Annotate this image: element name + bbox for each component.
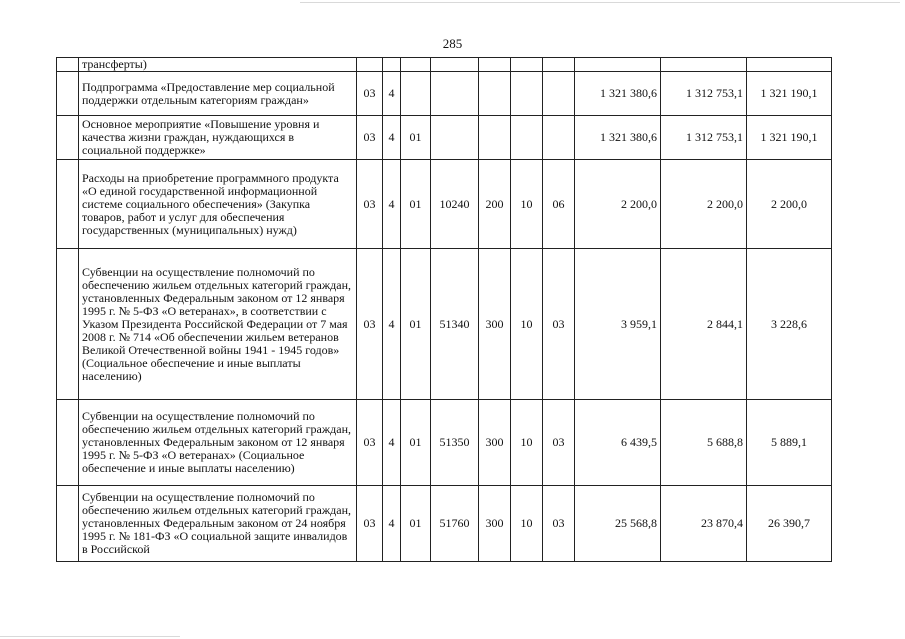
row-name: Расходы на приобретение программного продукта «О единой государственной информационной системе социального обеспечения» (Закупка товаров, работ и услуг для обеспечения государственных (муниципальных) нужд) — [79, 160, 357, 249]
code-om: 01 — [401, 400, 431, 486]
table-row — [57, 486, 832, 562]
code-direction — [431, 72, 479, 116]
row-marker-cell — [57, 486, 79, 562]
row-marker-cell — [57, 58, 79, 72]
value-year-2: 23 870,4 — [661, 486, 747, 562]
row-name: Субвенции на осуществление полномочий по обеспечению жильем отдельных категорий граждан, установленных Федеральным законом от 12 января 1995 г. № 5-ФЗ «О ветеранах» (Социальное обеспечение и иные выплаты населению) — [79, 400, 357, 486]
table-row — [57, 72, 832, 116]
table-row — [57, 160, 832, 249]
value-year-3: 1 321 190,1 — [747, 72, 832, 116]
code-direction: 10240 — [431, 160, 479, 249]
budget-table — [56, 57, 832, 562]
code-vr — [479, 116, 511, 160]
code-om: 01 — [401, 116, 431, 160]
value-year-3: 1 321 190,1 — [747, 116, 832, 160]
value-year-3: 26 390,7 — [747, 486, 832, 562]
value-year-1: 2 200,0 — [575, 160, 661, 249]
code-pr: 03 — [543, 249, 575, 400]
value-year-3: 5 889,1 — [747, 400, 832, 486]
code-rz: 10 — [511, 400, 543, 486]
code-pr: 03 — [543, 486, 575, 562]
scan-edge-bottom — [0, 636, 180, 637]
row-marker-cell — [57, 400, 79, 486]
page-number: 285 — [442, 36, 463, 51]
code-rz — [511, 58, 543, 72]
code-pp: 4 — [383, 400, 401, 486]
code-om: 01 — [401, 249, 431, 400]
code-direction: 51760 — [431, 486, 479, 562]
table-row — [57, 400, 832, 486]
value-year-1: 6 439,5 — [575, 400, 661, 486]
code-gp — [357, 58, 383, 72]
code-gp: 03 — [357, 486, 383, 562]
code-pp: 4 — [383, 116, 401, 160]
value-year-2: 2 844,1 — [661, 249, 747, 400]
value-year-1: 25 568,8 — [575, 486, 661, 562]
code-rz — [511, 72, 543, 116]
row-name: Основное мероприятие «Повышение уровня и качества жизни граждан, нуждающихся в социальной поддержке» — [79, 116, 357, 160]
value-year-3 — [747, 58, 832, 72]
code-vr: 300 — [479, 400, 511, 486]
code-pp: 4 — [383, 72, 401, 116]
code-direction — [431, 116, 479, 160]
code-gp: 03 — [357, 249, 383, 400]
row-marker-cell — [57, 116, 79, 160]
row-name: трансферты) — [79, 58, 357, 72]
code-gp: 03 — [357, 116, 383, 160]
value-year-2: 1 312 753,1 — [661, 116, 747, 160]
row-name: Субвенции на осуществление полномочий по обеспечению жильем отдельных категорий граждан, установленных Федеральным законом от 24 ноября 1995 г. № 181-ФЗ «О социальной защите инвалидов в Российской — [79, 486, 357, 562]
code-direction: 51340 — [431, 249, 479, 400]
code-om: 01 — [401, 160, 431, 249]
row-marker-cell — [57, 249, 79, 400]
code-pr — [543, 58, 575, 72]
value-year-1: 1 321 380,6 — [575, 116, 661, 160]
row-name: Субвенции на осуществление полномочий по обеспечению жильем отдельных категорий граждан, установленных Федеральным законом от 12 января 1995 г. № 5-ФЗ «О ветеранах», в соответствии с Указом Президента Российской Федерации от 7 мая 2008 г. № 714 «Об обеспечении жильем ветеранов Великой Отечественной войны 1941 - 1945 годов» (Социальное обеспечение и иные выплаты населению) — [79, 249, 357, 400]
code-om: 01 — [401, 486, 431, 562]
row-marker-cell — [57, 160, 79, 249]
code-gp: 03 — [357, 160, 383, 249]
code-rz: 10 — [511, 249, 543, 400]
code-vr — [479, 58, 511, 72]
code-rz: 10 — [511, 160, 543, 249]
code-pr: 03 — [543, 400, 575, 486]
table-row — [57, 58, 832, 72]
value-year-1: 3 959,1 — [575, 249, 661, 400]
code-gp: 03 — [357, 72, 383, 116]
table-row — [57, 116, 832, 160]
code-pp — [383, 58, 401, 72]
value-year-3: 2 200,0 — [747, 160, 832, 249]
code-vr — [479, 72, 511, 116]
code-vr: 300 — [479, 486, 511, 562]
code-rz: 10 — [511, 486, 543, 562]
row-marker-cell — [57, 72, 79, 116]
value-year-2: 1 312 753,1 — [661, 72, 747, 116]
code-direction — [431, 58, 479, 72]
scan-edge-top — [300, 2, 900, 3]
code-pp: 4 — [383, 486, 401, 562]
code-rz — [511, 116, 543, 160]
code-vr: 200 — [479, 160, 511, 249]
value-year-3: 3 228,6 — [747, 249, 832, 400]
code-pp: 4 — [383, 249, 401, 400]
code-om — [401, 72, 431, 116]
code-vr: 300 — [479, 249, 511, 400]
code-pr — [543, 116, 575, 160]
code-om — [401, 58, 431, 72]
code-gp: 03 — [357, 400, 383, 486]
code-pp: 4 — [383, 160, 401, 249]
code-pr: 06 — [543, 160, 575, 249]
code-pr — [543, 72, 575, 116]
row-name: Подпрограмма «Предоставление мер социальной поддержки отдельным категориям граждан» — [79, 72, 357, 116]
value-year-2: 5 688,8 — [661, 400, 747, 486]
table-row — [57, 249, 832, 400]
table-body — [57, 58, 832, 562]
value-year-2 — [661, 58, 747, 72]
value-year-1: 1 321 380,6 — [575, 72, 661, 116]
value-year-2: 2 200,0 — [661, 160, 747, 249]
value-year-1 — [575, 58, 661, 72]
code-direction: 51350 — [431, 400, 479, 486]
